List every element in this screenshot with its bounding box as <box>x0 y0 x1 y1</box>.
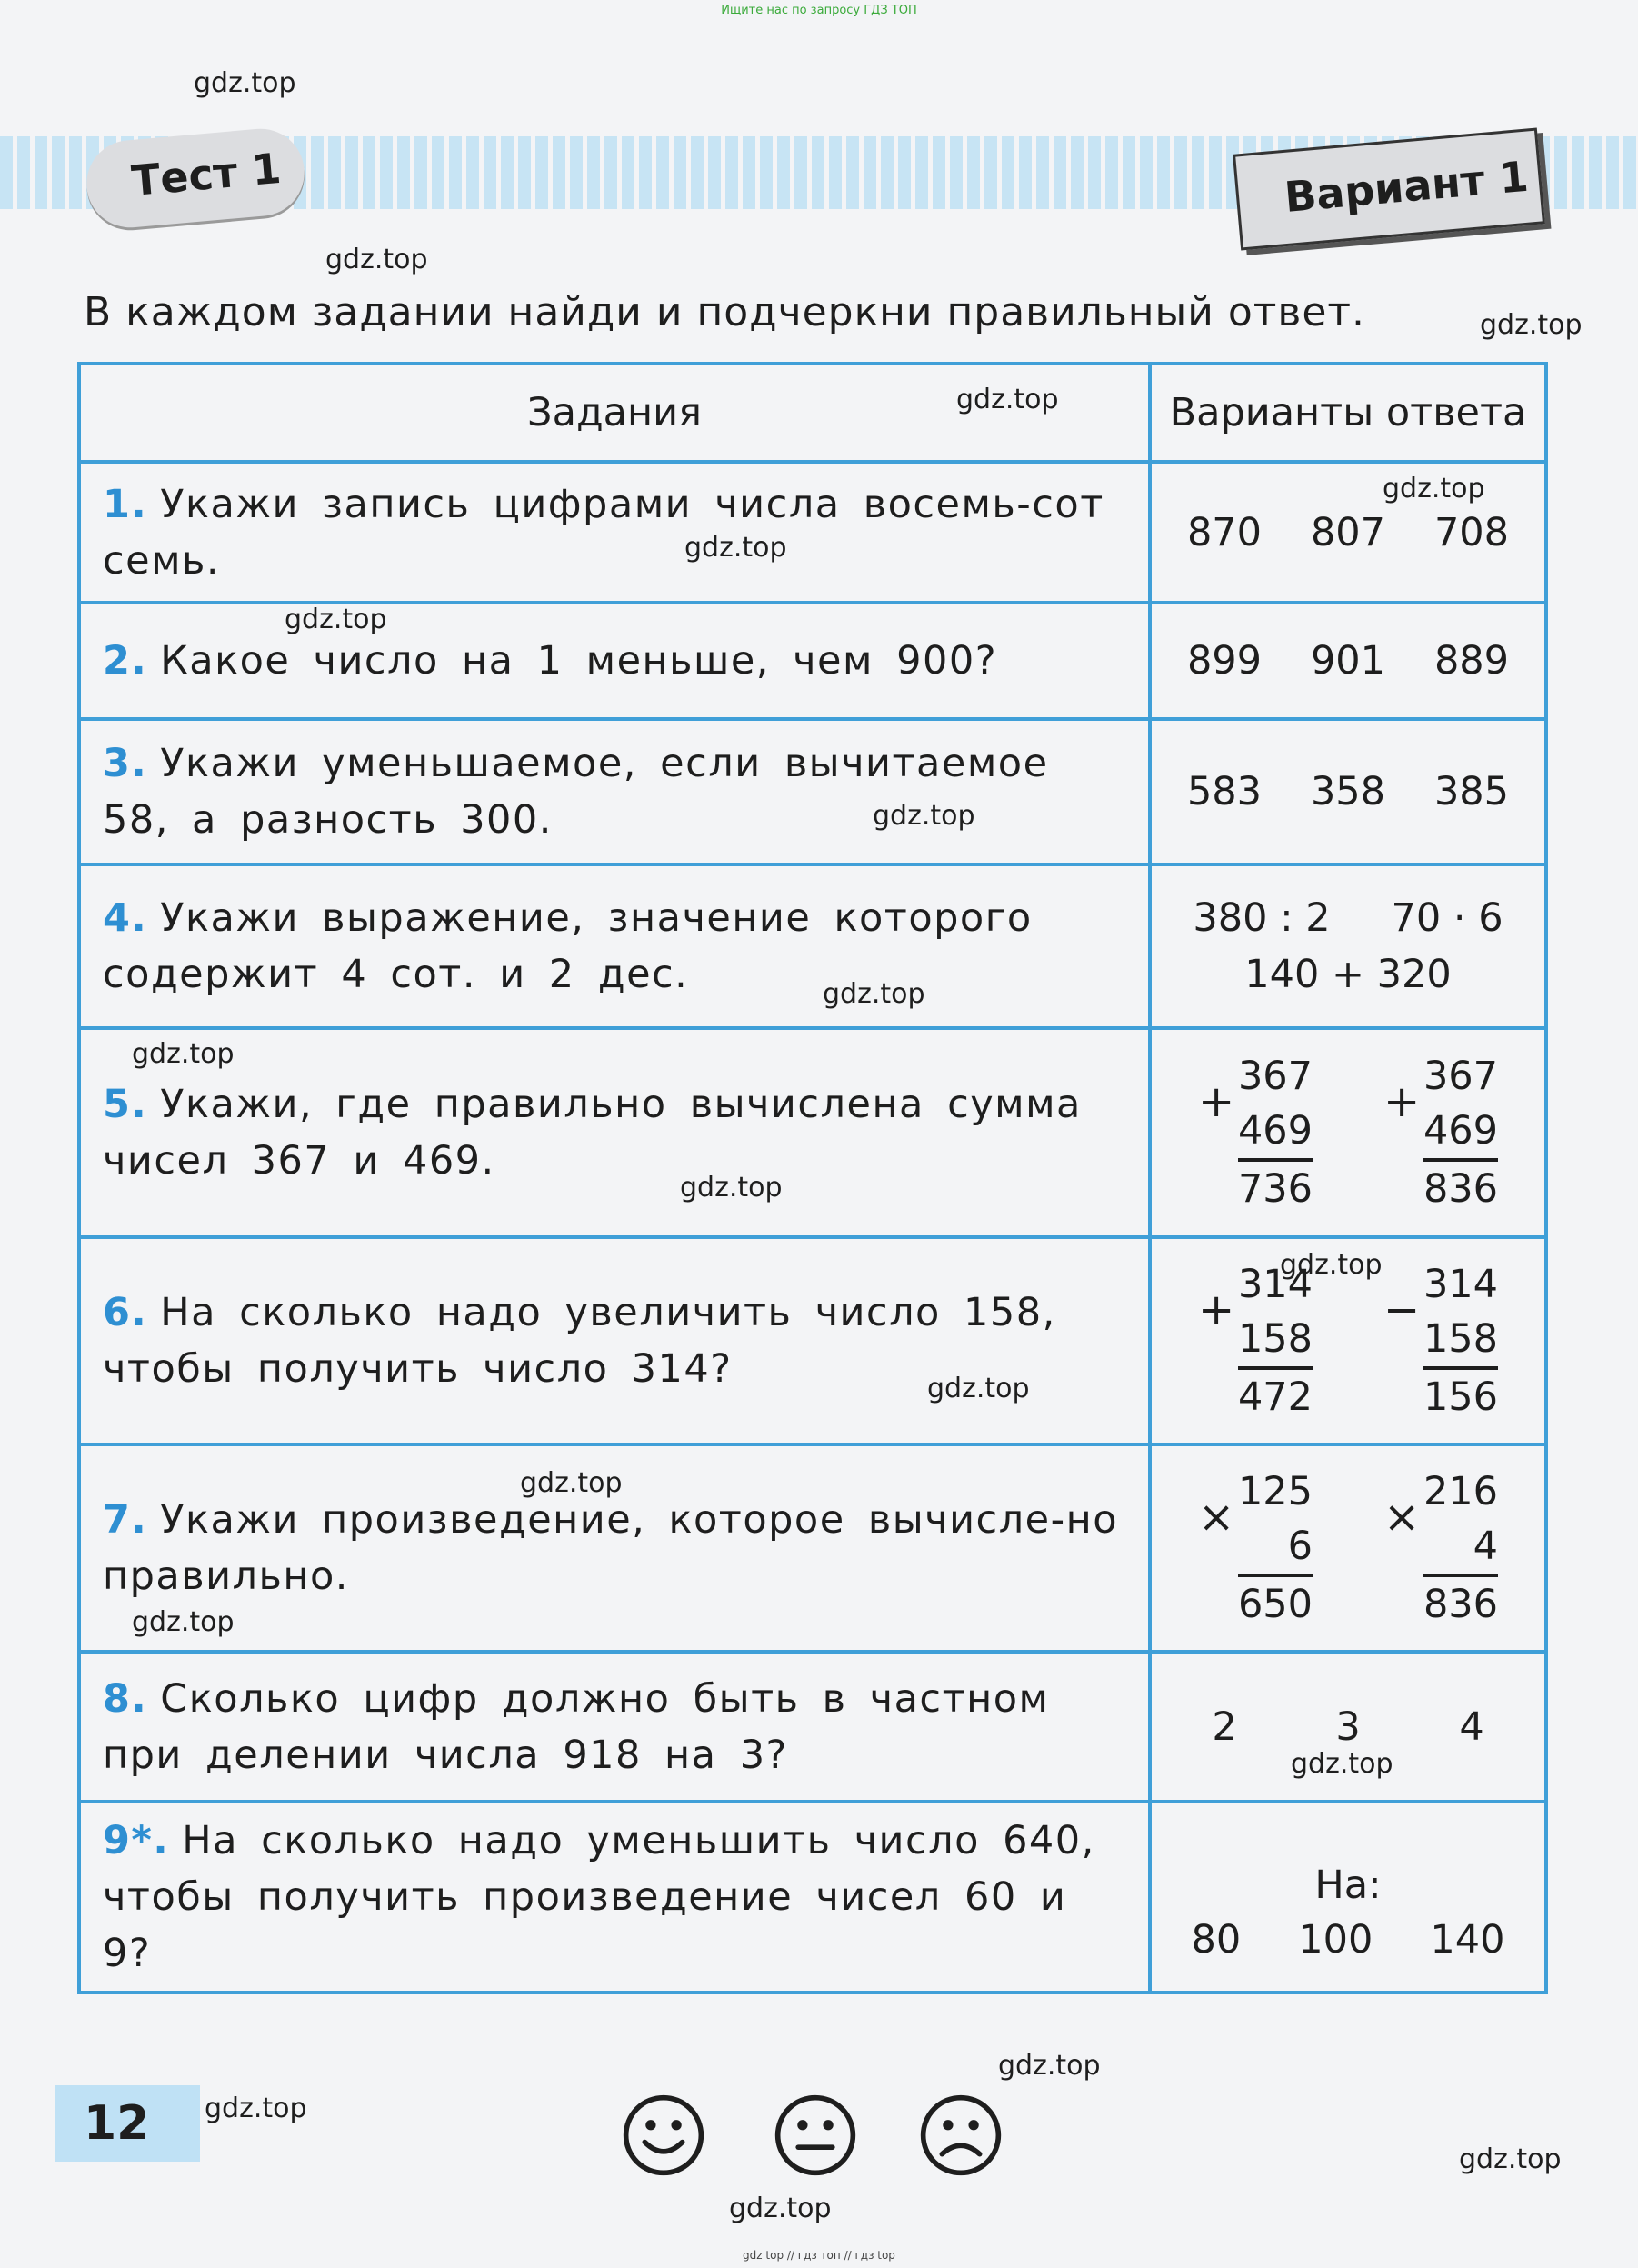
table-row: 2. Какое число на 1 меньше, чем 900? 899 901 889 <box>79 603 1546 719</box>
neutral-face-icon[interactable] <box>773 2093 858 2178</box>
watermark: gdz.top <box>132 1038 235 1070</box>
header-answers: Варианты ответа <box>1150 364 1546 462</box>
header-task: Задания <box>79 364 1150 462</box>
answer-option[interactable]: − 314 158 156 <box>1383 1262 1499 1420</box>
answer-option[interactable]: + 314 158 472 <box>1197 1262 1313 1420</box>
watermark: gdz.top <box>998 2050 1101 2082</box>
answer-option[interactable]: + 367 469 736 <box>1197 1054 1313 1212</box>
watermark: gdz.top <box>520 1467 623 1499</box>
answer-option[interactable]: 140 <box>1430 1917 1505 1963</box>
answer-option[interactable]: 70 · 6 <box>1391 895 1503 941</box>
watermark: gdz.top <box>684 532 787 564</box>
variant-label: Вариант 1 <box>1233 128 1545 251</box>
answer-option[interactable]: 901 <box>1310 638 1386 684</box>
answer-option[interactable]: 380 : 2 <box>1193 895 1331 941</box>
answer-option[interactable]: 870 <box>1186 509 1263 555</box>
table-row: 3. Укажи уменьшаемое, если вычитаемое 58, а разность 300. 583 358 385 <box>79 719 1546 864</box>
answer-option[interactable]: 100 <box>1298 1917 1373 1963</box>
answer-option[interactable]: 899 <box>1186 638 1263 684</box>
answer-option[interactable]: 4 <box>1459 1703 1484 1750</box>
sad-face-icon[interactable] <box>918 2093 1004 2178</box>
answer-option[interactable]: 140 + 320 <box>1244 952 1452 997</box>
watermark: gdz.top <box>1291 1748 1393 1780</box>
watermark: gdz.top <box>194 67 296 99</box>
answer-option[interactable]: × 125 6 650 <box>1197 1469 1313 1627</box>
answer-option[interactable]: 889 <box>1433 638 1510 684</box>
table-row: 4. Укажи выражение, значение которого содержит 4 сот. и 2 дес. 380 : 2 70 · 6 140 + 320 <box>79 864 1546 1028</box>
watermark: gdz.top <box>1383 473 1485 505</box>
watermark: gdz.top <box>729 2193 832 2224</box>
watermark: gdz.top <box>680 1172 783 1204</box>
answer-option[interactable]: 708 <box>1433 509 1510 555</box>
table-row: 9*. На сколько надо уменьшить число 640, чтобы получить произведение чисел 60 и 9? На: 80 100 140 <box>79 1802 1546 1993</box>
answer-prefix: На: <box>1314 1863 1382 1908</box>
answer-option[interactable]: 807 <box>1310 509 1386 555</box>
table-row: 8. Сколько цифр должно быть в частном при делении числа 918 на 3? 2 3 4 <box>79 1652 1546 1802</box>
watermark: gdz.top <box>927 1373 1030 1404</box>
watermark: gdz.top <box>325 244 428 275</box>
watermark: gdz.top <box>956 384 1059 415</box>
watermark: gdz.top <box>1480 309 1583 341</box>
happy-face-icon[interactable] <box>621 2093 706 2178</box>
table-row: 7. Укажи произведение, которое вычисле-но правильно. × 125 6 650 × 216 4 836 <box>79 1444 1546 1652</box>
tasks-table <box>77 362 1548 1994</box>
answer-option[interactable]: + 367 469 836 <box>1383 1054 1499 1212</box>
answer-option[interactable]: 583 <box>1186 769 1263 814</box>
answer-option[interactable]: 385 <box>1433 769 1510 814</box>
answer-option[interactable]: 3 <box>1335 1703 1361 1750</box>
watermark: gdz.top <box>132 1606 235 1638</box>
table-row: 5. Укажи, где правильно вычислена сумма чисел 367 и 469. + 367 469 736 + 367 469 836 <box>79 1028 1546 1237</box>
table-row: 6. На сколько надо увеличить число 158, чтобы получить число 314? + 314 158 472 − 314 158 156 <box>79 1237 1546 1444</box>
answer-option[interactable]: 358 <box>1310 769 1386 814</box>
watermark: gdz.top <box>873 800 975 832</box>
answer-option[interactable]: 2 <box>1212 1703 1237 1750</box>
instruction: В каждом задании найди и подчеркни правильный ответ. <box>84 289 1366 335</box>
test-tab: Тест 1 <box>83 125 307 232</box>
watermark: gdz.top <box>823 978 925 1010</box>
watermark: gdz.top <box>285 604 387 635</box>
table-row: 1. Укажи запись цифрами числа восемь-сот семь. 870 807 708 <box>79 462 1546 603</box>
watermark: gdz.top <box>1280 1249 1383 1281</box>
top-note: Ищите нас по запросу ГДЗ ТОП <box>721 4 917 17</box>
page-number: 12 <box>55 2085 200 2162</box>
watermark: gdz.top <box>1459 2143 1562 2175</box>
bottom-note: gdz top // гдз топ // гдз top <box>743 2249 895 2262</box>
answer-option[interactable]: 80 <box>1191 1917 1242 1963</box>
watermark: gdz.top <box>205 2093 307 2124</box>
answer-option[interactable]: × 216 4 836 <box>1383 1469 1499 1627</box>
